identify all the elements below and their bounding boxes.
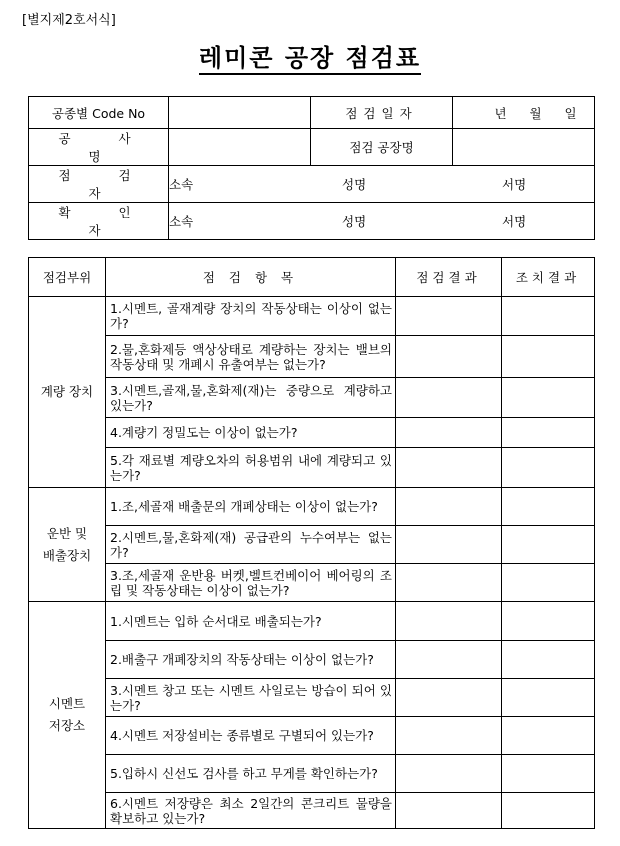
header-part: 점검부위 xyxy=(29,258,106,297)
project-name-field[interactable] xyxy=(169,129,311,166)
header-item: 점 검 항 목 xyxy=(106,258,396,297)
action-cell[interactable] xyxy=(502,679,595,717)
table-row xyxy=(29,526,595,564)
confirmer-affiliation-label: 소속 xyxy=(169,214,194,229)
form-number-label: [별지제2호서식] xyxy=(22,13,116,28)
confirmer-name-label: 성명 xyxy=(342,214,367,229)
check-item: 4.계량기 정밀도는 이상이 없는가? xyxy=(106,418,396,448)
info-row-inspector xyxy=(29,166,595,203)
result-cell[interactable] xyxy=(396,717,502,755)
action-cell[interactable] xyxy=(502,564,595,602)
check-item: 5.입하시 신선도 검사를 하고 무게를 확인하는가? xyxy=(106,755,396,793)
check-item: 2.배출구 개폐장치의 작동상태는 이상이 없는가? xyxy=(106,641,396,679)
result-cell[interactable] xyxy=(396,602,502,641)
result-cell[interactable] xyxy=(396,564,502,602)
table-row xyxy=(29,755,595,793)
result-cell[interactable] xyxy=(396,793,502,829)
result-cell[interactable] xyxy=(396,297,502,336)
category-line: 배출장치 xyxy=(42,547,92,563)
result-cell[interactable] xyxy=(396,641,502,679)
action-cell[interactable] xyxy=(502,717,595,755)
check-item: 4.시멘트 저장설비는 종류별로 구별되어 있는가? xyxy=(106,717,396,755)
day-label: 일 xyxy=(564,105,577,121)
action-cell[interactable] xyxy=(502,448,595,488)
category-line: 저장소 xyxy=(48,718,86,733)
plant-name-label: 점검 공장명 xyxy=(311,129,453,166)
confirmer-signature-label: 서명 xyxy=(502,214,527,229)
check-item: 3.시멘트,골재,물,혼화제(재)는 중량으로 계량하고 있는가? xyxy=(106,378,396,418)
action-cell[interactable] xyxy=(502,488,595,526)
table-row xyxy=(29,378,595,418)
category-line: 시멘트 xyxy=(48,696,86,711)
action-cell[interactable] xyxy=(502,297,595,336)
project-name-label: 공 사 명 xyxy=(29,129,169,166)
inspector-label: 점 검 자 xyxy=(29,166,169,203)
inspector-field[interactable] xyxy=(169,166,595,203)
action-cell[interactable] xyxy=(502,378,595,418)
category-line: 운반 및 xyxy=(46,525,88,541)
header-result: 점검결과 xyxy=(396,258,502,297)
action-cell[interactable] xyxy=(502,418,595,448)
work-code-label: 공종별 Code No xyxy=(29,97,169,129)
check-item: 2.물,혼화제등 액상상태로 계량하는 장치는 밸브의 작동상태 및 개폐시 유출여부는 없는가? xyxy=(106,336,396,378)
result-cell[interactable] xyxy=(396,755,502,793)
result-cell[interactable] xyxy=(396,488,502,526)
inspector-affiliation-label: 소속 xyxy=(169,177,194,192)
table-row xyxy=(29,448,595,488)
action-cell[interactable] xyxy=(502,526,595,564)
action-cell[interactable] xyxy=(502,755,595,793)
table-row xyxy=(29,793,595,829)
table-row xyxy=(29,602,595,641)
table-row xyxy=(29,336,595,378)
year-label: 년 xyxy=(494,105,507,121)
check-item: 6.시멘트 저장량은 최소 2일간의 콘크리트 물량을 확보하고 있는가? xyxy=(106,793,396,829)
confirmer-label: 확 인 자 xyxy=(29,203,169,240)
check-item: 1.시멘트, 골재계량 장치의 작동상태는 이상이 없는가? xyxy=(106,297,396,336)
table-row xyxy=(29,297,595,336)
check-item: 1.시멘트는 입하 순서대로 배출되는가? xyxy=(106,602,396,641)
category-weighing xyxy=(29,297,106,488)
date-field[interactable] xyxy=(453,97,595,129)
info-row-project xyxy=(29,129,595,166)
action-cell[interactable] xyxy=(502,793,595,829)
table-row xyxy=(29,641,595,679)
result-cell[interactable] xyxy=(396,378,502,418)
check-item: 3.조,세골재 운반용 버켓,벨트컨베이어 베어링의 조립 및 작동상태는 이상이 없는가? xyxy=(106,564,396,602)
work-code-field[interactable] xyxy=(169,97,311,129)
info-row-code xyxy=(29,97,595,129)
result-cell[interactable] xyxy=(396,448,502,488)
check-item: 5.각 재료별 계량오차의 허용범위 내에 계량되고 있는가? xyxy=(106,448,396,488)
checklist-table xyxy=(28,257,595,829)
table-row xyxy=(29,564,595,602)
result-cell[interactable] xyxy=(396,336,502,378)
table-row xyxy=(29,418,595,448)
result-cell[interactable] xyxy=(396,418,502,448)
category-line: 계량 장치 xyxy=(40,384,94,399)
info-table xyxy=(28,96,595,240)
action-cell[interactable] xyxy=(502,336,595,378)
inspector-signature-label: 서명 xyxy=(502,177,527,192)
confirmer-field[interactable] xyxy=(169,203,595,240)
check-item: 3.시멘트 창고 또는 시멘트 사일로는 방습이 되어 있는가? xyxy=(106,679,396,717)
table-row xyxy=(29,488,595,526)
checklist-header-row xyxy=(29,258,595,297)
inspector-name-label: 성명 xyxy=(342,177,367,192)
result-cell[interactable] xyxy=(396,526,502,564)
plant-name-field[interactable] xyxy=(453,129,595,166)
category-cement-storage xyxy=(29,602,106,829)
document-title-text: 레미콘 공장 점검표 xyxy=(199,44,421,75)
result-cell[interactable] xyxy=(396,679,502,717)
category-transport xyxy=(29,488,106,602)
action-cell[interactable] xyxy=(502,641,595,679)
table-row xyxy=(29,717,595,755)
action-cell[interactable] xyxy=(502,602,595,641)
month-label: 월 xyxy=(529,105,542,121)
info-row-confirmer xyxy=(29,203,595,240)
check-item: 2.시멘트,물,혼화제(재) 공급관의 누수여부는 없는가? xyxy=(106,526,396,564)
header-action: 조치결과 xyxy=(502,258,595,297)
date-label: 점검일자 xyxy=(311,97,453,129)
check-item: 1.조,세골재 배출문의 개폐상태는 이상이 없는가? xyxy=(106,488,396,526)
table-row xyxy=(29,679,595,717)
document-title xyxy=(0,38,620,73)
